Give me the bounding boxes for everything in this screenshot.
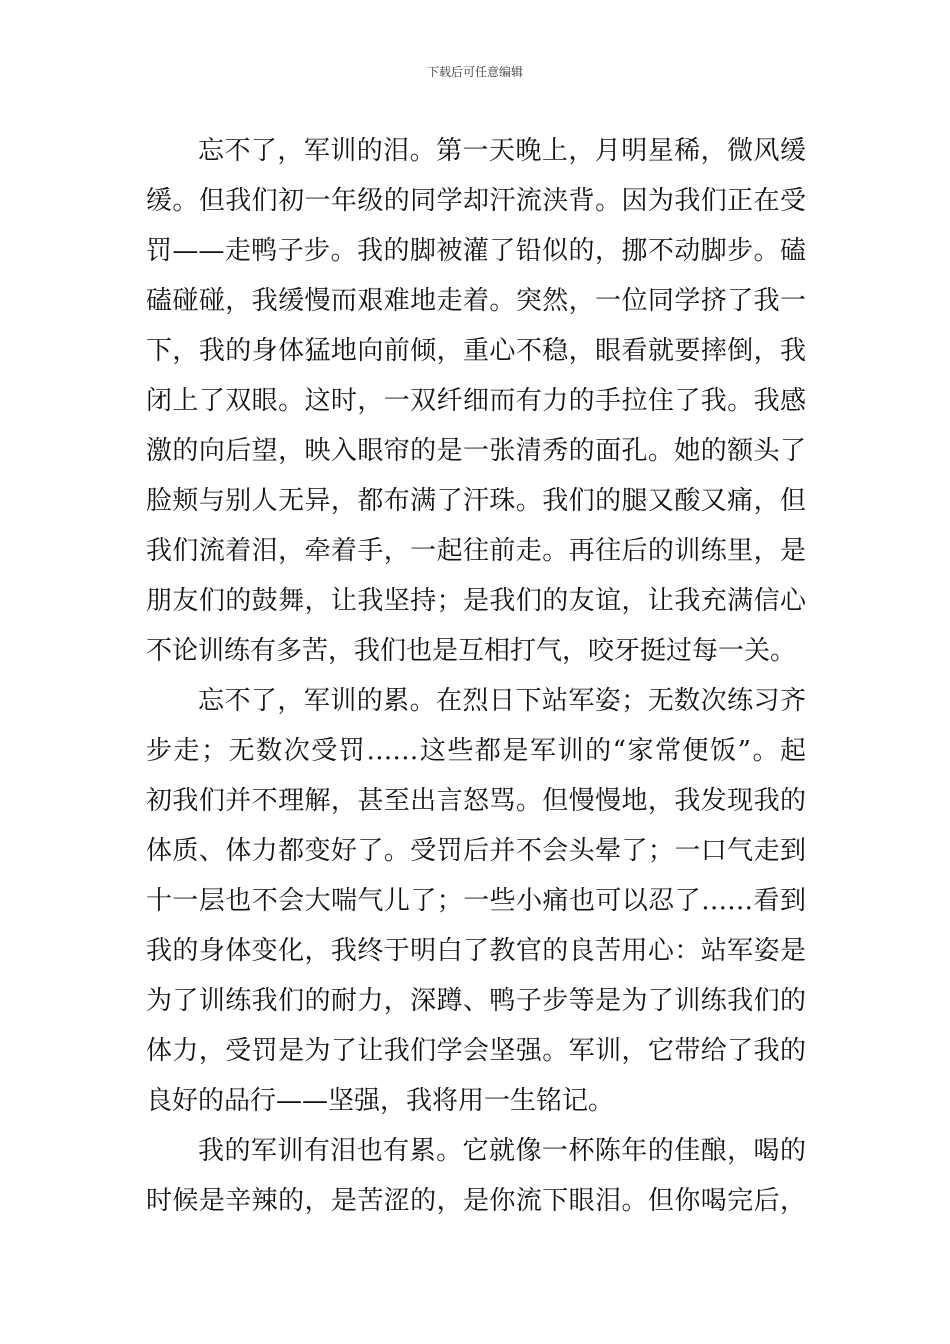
text-line: 步走；无数次受罚……这些都是军训的“家常便饭”。起 [146, 736, 806, 766]
text-line: 体质、体力都变好了。受罚后并不会头晕了；一口气走到 [146, 836, 806, 866]
paragraph-2 [146, 676, 806, 1126]
text-line: 闭上了双眼。这时，一双纤细而有力的手拉住了我。我感 [146, 386, 806, 416]
document-body [146, 126, 806, 1226]
text-line: 激的向后望，映入眼帘的是一张清秀的面孔。她的额头了 [146, 436, 806, 466]
text-line: 不论训练有多苦，我们也是互相打气，咬牙挺过每一关。 [146, 636, 797, 666]
text-line: 忘不了，军训的累。在烈日下站军姿；无数次练习齐 [198, 686, 806, 716]
text-line: 我的军训有泪也有累。它就像一杯陈年的佳酿，喝的 [198, 1136, 806, 1166]
paragraph-3 [146, 1126, 806, 1226]
text-line: 初我们并不理解，甚至出言怒骂。但慢慢地，我发现我的 [146, 786, 806, 816]
text-line: 我的身体变化，我终于明白了教官的良苦用心：站军姿是 [146, 936, 806, 966]
text-line: 忘不了，军训的泪。第一天晚上，月明星稀，微风缓 [198, 136, 806, 166]
text-line: 十一层也不会大喘气儿了；一些小痛也可以忍了……看到 [146, 886, 806, 916]
text-line: 下，我的身体猛地向前倾，重心不稳，眼看就要摔倒，我 [146, 336, 806, 366]
text-line: 脸颊与别人无异，都布满了汗珠。我们的腿又酸又痛，但 [146, 486, 806, 516]
paragraph-1 [146, 126, 806, 676]
text-line: 良好的品行——坚强，我将用一生铭记。 [146, 1086, 615, 1116]
text-line: 罚——走鸭子步。我的脚被灌了铅似的，挪不动脚步。磕 [146, 236, 806, 266]
text-line: 我们流着泪，牵着手，一起往前走。再往后的训练里，是 [146, 536, 806, 566]
text-line: 朋友们的鼓舞，让我坚持；是我们的友谊，让我充满信心 [146, 586, 806, 616]
text-line: 磕碰碰，我缓慢而艰难地走着。突然，一位同学挤了我一 [146, 286, 806, 316]
page-header: 下载后可任意编辑 [426, 65, 523, 79]
text-line: 时候是辛辣的，是苦涩的，是你流下眼泪。但你喝完后， [146, 1186, 806, 1216]
text-line: 为了训练我们的耐力，深蹲、鸭子步等是为了训练我们的 [146, 986, 806, 1016]
text-line: 体力，受罚是为了让我们学会坚强。军训，它带给了我的 [146, 1036, 806, 1066]
text-line: 缓。但我们初一年级的同学却汗流浃背。因为我们正在受 [146, 186, 806, 216]
